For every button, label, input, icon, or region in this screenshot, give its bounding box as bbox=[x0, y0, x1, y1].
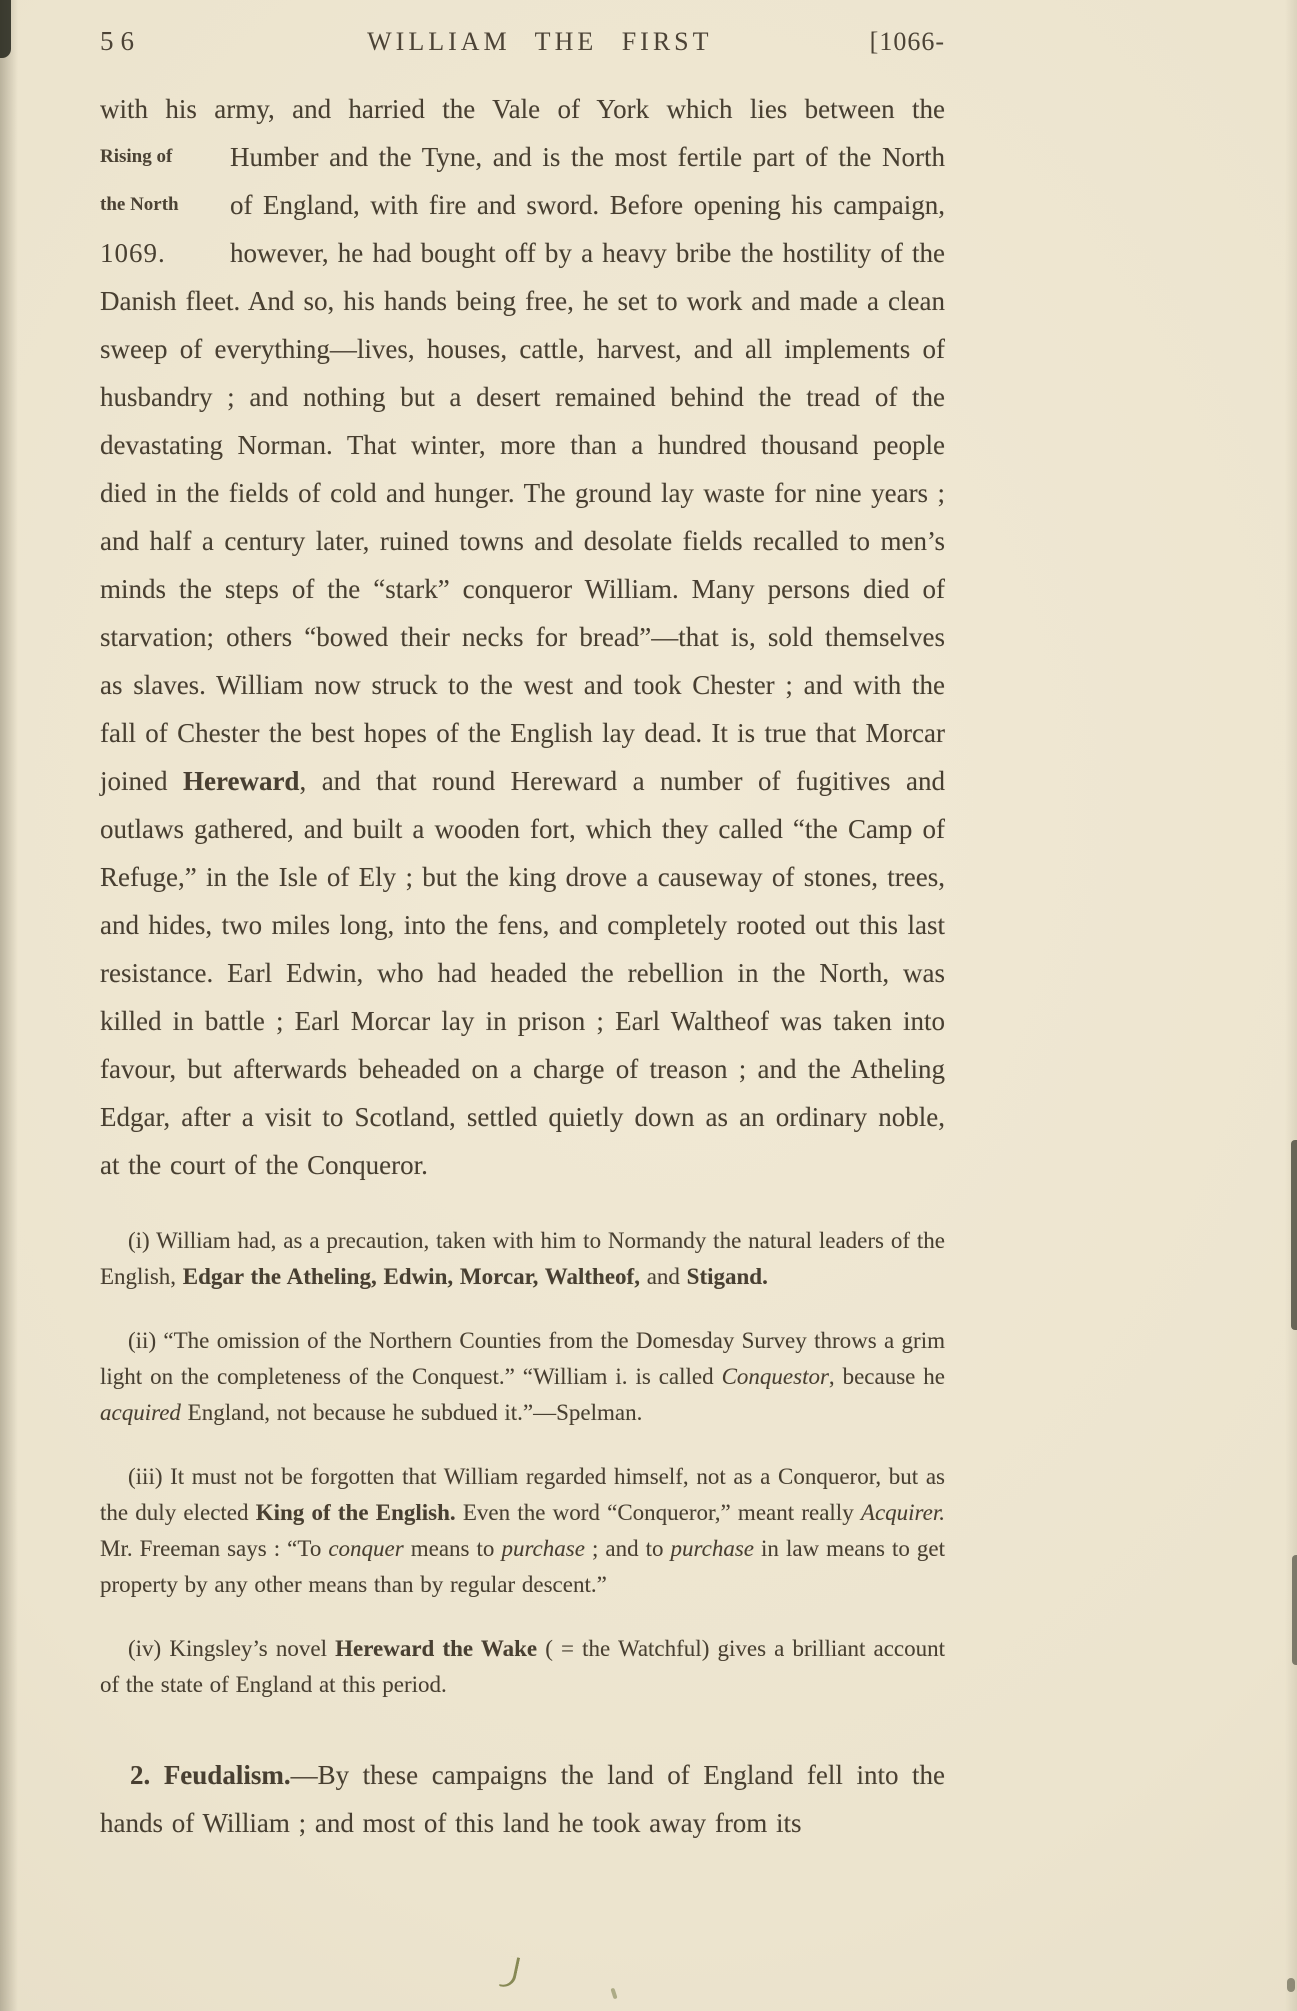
margin-note-label-line2: the North bbox=[100, 194, 179, 215]
main-paragraph: Humber and the Tyne, and is the most fertile part of the North of England, with fire and sword. Before opening his campaign, however, he had bought off by a heavy bribe the hostility of the Danish fleet. And so, his hands being free, he set to work and made a clean sweep of everything—lives, houses, cattle, harvest, and all implements of husbandry ; and nothing but a desert remained behind the tread of the devastating Norman. That winter, more than a hundred thousand people died in the fields of cold and hunger. The ground lay waste for nine years ; and half a century later, ruined towns and desolate fields recalled to men’s minds the steps of the “stark” conqueror William. Many persons died of starvation; others “bowed their necks for bread”—that is, sold themselves as slaves. William now struck to the west and took Chester ; and with the fall of Chester the best hopes of the English lay dead. It is true that Morcar joined Hereward, and that round Hereward a number of fugitives and outlaws gathered, and built a wooden fort, which they called “the Camp of Refuge,” in the Isle of Ely ; but the king drove a causeway of stones, trees, and hides, two miles long, into the fens, and completely rooted out this last resistance. Earl Edwin, who had headed the rebellion in the North, was killed in battle ; Earl Morcar lay in prison ; Earl Waltheof was taken into favour, but afterwards beheaded on a charge of treason ; and the Atheling Edgar, after a visit to Scotland, settled quietly down as an ordinary noble, at the court of the Conqueror. bbox=[100, 142, 945, 1180]
running-title: WILLIAM THE FIRST bbox=[367, 27, 713, 56]
scan-artifact-bottom-right bbox=[1287, 1978, 1295, 1992]
section-feudalism-paragraph: 2. Feudalism.—By these campaigns the land of England fell into the hands of William ; and most of this land he took away from its bbox=[100, 1760, 945, 1838]
margin-note-year: 1069. bbox=[100, 238, 166, 268]
ink-mark-artifact bbox=[610, 1988, 617, 2000]
running-head bbox=[100, 26, 945, 57]
ink-mark-artifact bbox=[499, 1955, 520, 1989]
footnote-iv: (iv) Kingsley’s novel Hereward the Wake ( = the Watchful) gives a brilliant account of the state of England at this period. bbox=[100, 1636, 945, 1697]
page-number: 56 bbox=[100, 26, 141, 56]
date-range: [1066- bbox=[869, 27, 945, 56]
scan-artifact-top-left bbox=[0, 0, 11, 58]
footnote-ii: (ii) “The omission of the Northern Counties from the Domesday Survey throws a grim light on the completeness of the Conquest.” “William i. is called Conquestor, because he acquired England, not because he subdued it.”—Spelman. bbox=[100, 1328, 946, 1425]
scan-artifact-right-edge bbox=[1292, 1555, 1297, 1665]
footnotes-section bbox=[100, 1223, 945, 1703]
paragraph-body bbox=[100, 133, 945, 1189]
margin-note-label-line1: Rising of bbox=[100, 146, 173, 167]
margin-note bbox=[100, 133, 230, 277]
scan-artifact-right-edge bbox=[1291, 1140, 1297, 1330]
footnote-iii: (iii) It must not be forgotten that William regarded himself, not as a Conqueror, but as the duly elected King of the English. Even the word “Conqueror,” meant really Acquirer. Mr. Freeman says : “To conquer means to purchase ; and to purchase in law means to get property by any other means than by regular descent.” bbox=[100, 1464, 946, 1597]
paragraph-opening-line: with his army, and harried the Vale of York which lies between the bbox=[100, 94, 945, 124]
footnote-i: (i) William had, as a precaution, taken with him to Normandy the natural leaders of the English, Edgar the Atheling, Edwin, Morcar, Waltheof, and Stigand. bbox=[100, 1228, 945, 1289]
